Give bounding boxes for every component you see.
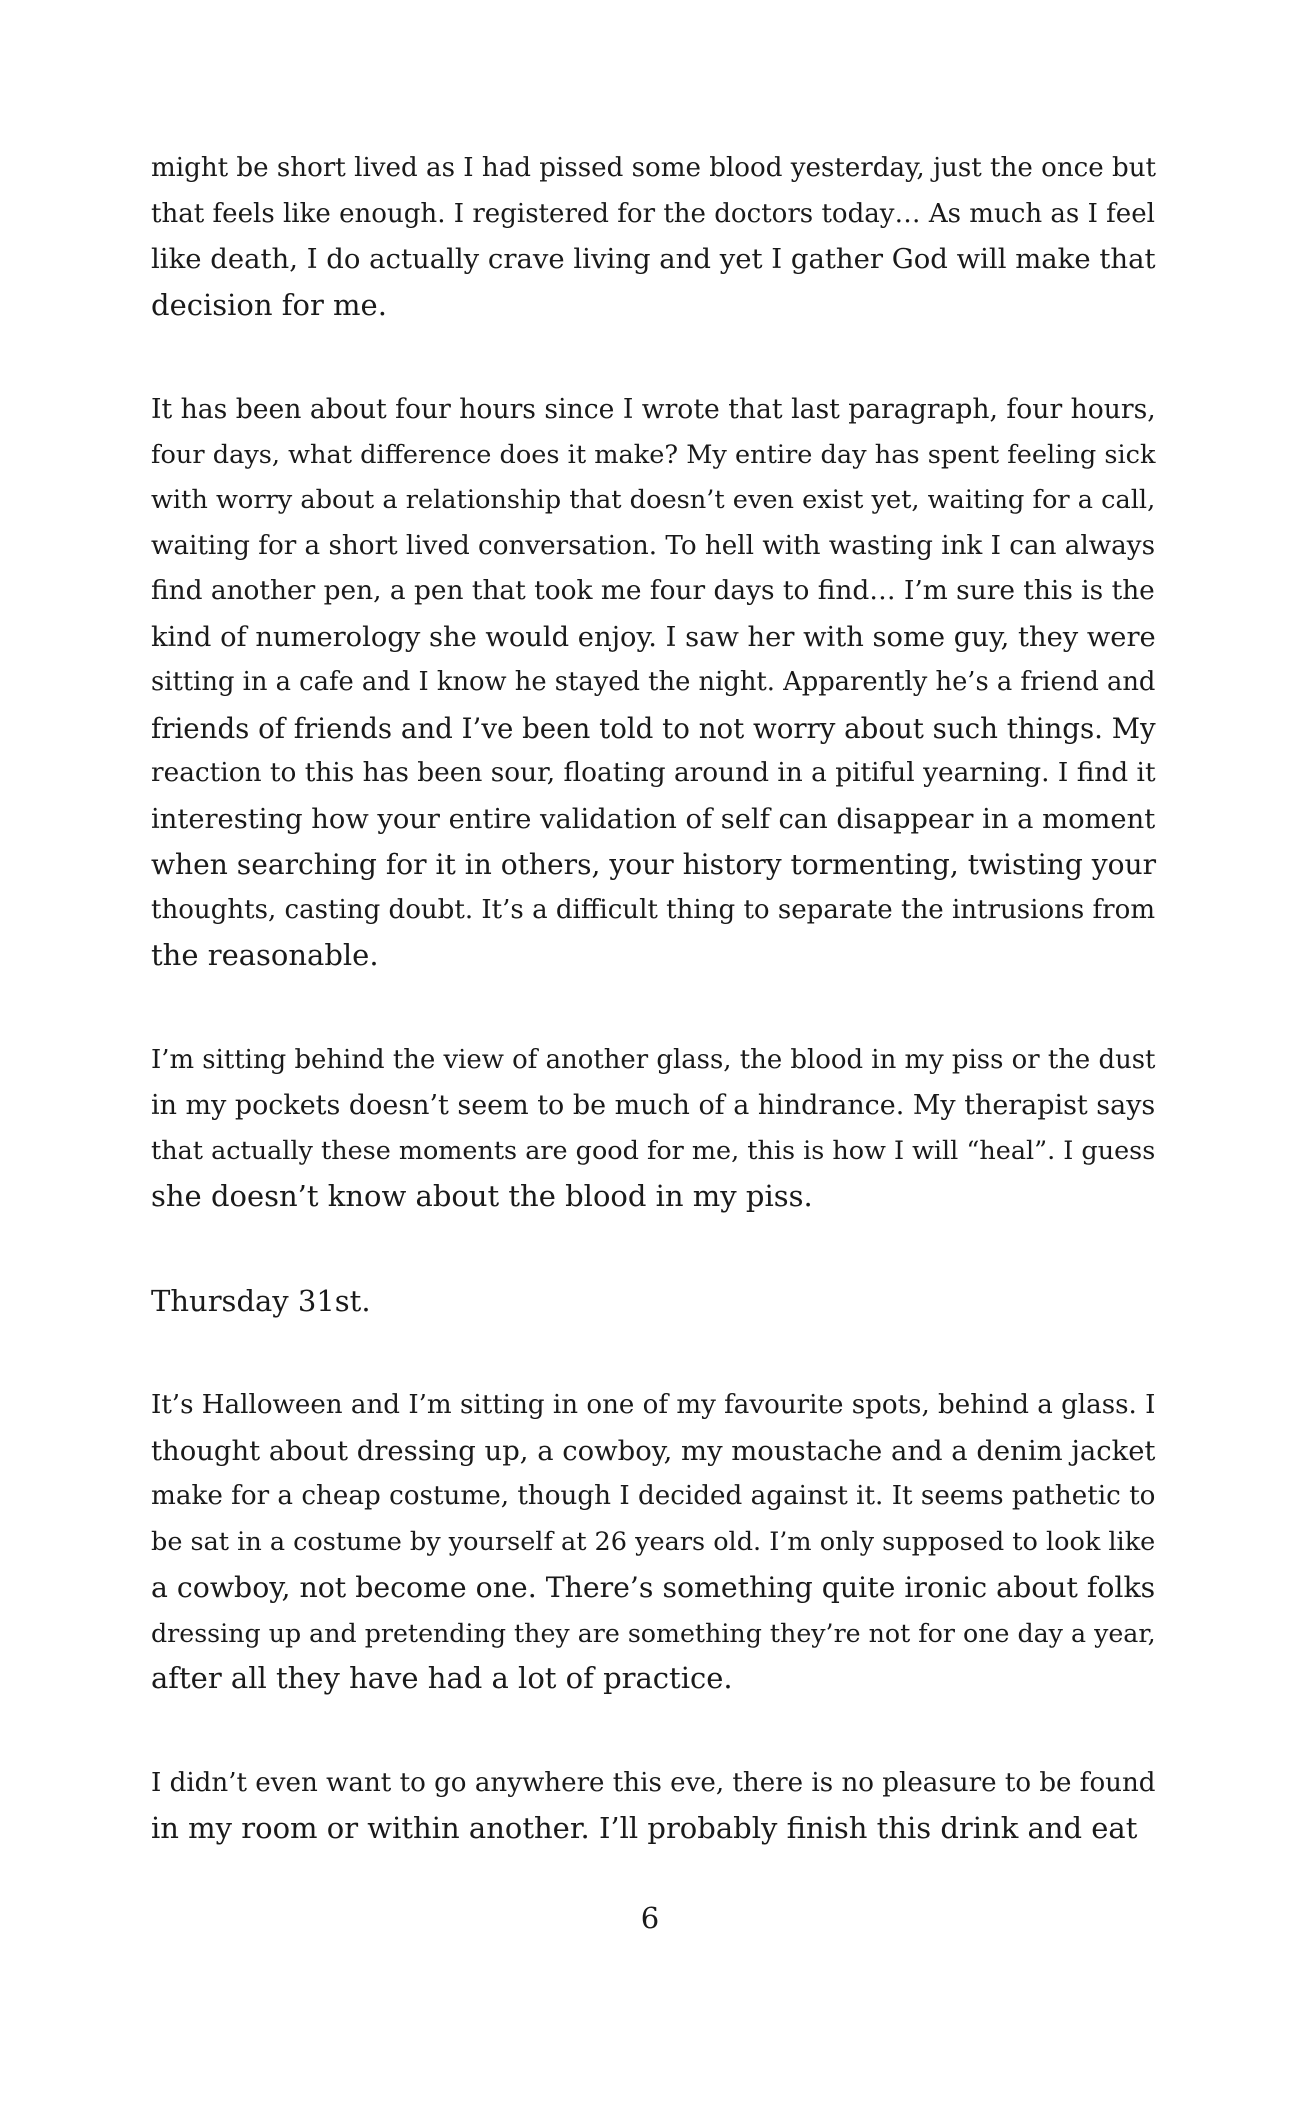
paragraph [151, 1383, 1161, 1702]
text-line: a cowboy, not become one. There’s something quite ironic about folks [151, 1571, 1156, 1604]
date-heading [151, 1279, 1161, 1325]
text-line: I’m sitting behind the view of another glass, the blood in my piss or the dust [151, 1044, 1156, 1075]
text-line: four days, what difference does it make? My entire day has spent feeling sick [151, 439, 1156, 470]
text-line: be sat in a costume by yourself at 26 years old. I’m only supposed to look like [151, 1526, 1156, 1557]
text-line: interesting how your entire validation of self can disappear in a moment [151, 803, 1156, 835]
text-line: decision for me. [151, 287, 387, 322]
text-line: when searching for it in others, your history tormenting, twisting your [151, 848, 1157, 881]
text-line: after all they have had a lot of practice. [151, 1661, 733, 1695]
text-line: that feels like enough. I registered for the doctors today… As much as I feel [151, 198, 1155, 229]
text-line: the reasonable. [151, 938, 379, 972]
text-line: Thursday 31st. [151, 1283, 371, 1318]
text-line: thought about dressing up, a cowboy, my moustache and a denim jacket [151, 1435, 1156, 1467]
text-line: with worry about a relationship that doesn’t even exist yet, waiting for a call, [151, 485, 1156, 515]
text-line: thoughts, casting doubt. It’s a difficult thing to separate the intrusions from [151, 894, 1156, 925]
text-line: sitting in a cafe and I know he stayed the night. Apparently he’s a friend and [151, 667, 1156, 697]
text-line: like death, I do actually crave living and yet I gather God will make that [151, 243, 1156, 275]
text-line: make for a cheap costume, though I decided against it. It seems pathetic to [151, 1481, 1156, 1511]
text-line: that actually these moments are good for me, this is how I will “heal”. I guess [151, 1135, 1156, 1166]
page-number: 6 [640, 1901, 660, 1935]
text-line: It’s Halloween and I’m sitting in one of my favourite spots, behind a glass. I [151, 1390, 1156, 1420]
text-line: in my pockets doesn’t seem to be much of a hindrance. My therapist says [151, 1090, 1156, 1121]
text-line: I didn’t even want to go anywhere this eve, there is no pleasure to be found [151, 1767, 1156, 1798]
text-line: find another pen, a pen that took me four days to find… I’m sure this is the [151, 576, 1155, 606]
text-line: kind of numerology she would enjoy. I saw her with some guy, they were [151, 621, 1156, 653]
paragraph [151, 1038, 1161, 1220]
text-line: she doesn’t know about the blood in my piss. [151, 1179, 813, 1213]
text-line: It has been about four hours since I wrote that last paragraph, four hours, [151, 394, 1156, 425]
body-text [151, 146, 1161, 1911]
text-line: might be short lived as I had pissed some blood yesterday, just the once but [151, 153, 1157, 183]
text-line: dressing up and pretending they are something they’re not for one day a year, [151, 1618, 1156, 1648]
paragraph [151, 387, 1161, 979]
text-line: waiting for a short lived conversation. To hell with wasting ink I can always [151, 530, 1156, 561]
text-line: reaction to this has been sour, floating around in a pitiful yearning. I find it [151, 758, 1156, 788]
paragraph [151, 146, 1161, 328]
text-line: in my room or within another. I’ll probably finish this drink and eat [151, 1811, 1138, 1845]
paragraph [151, 1761, 1161, 1852]
text-line: friends of friends and I’ve been told to not worry about such things. My [151, 711, 1156, 745]
